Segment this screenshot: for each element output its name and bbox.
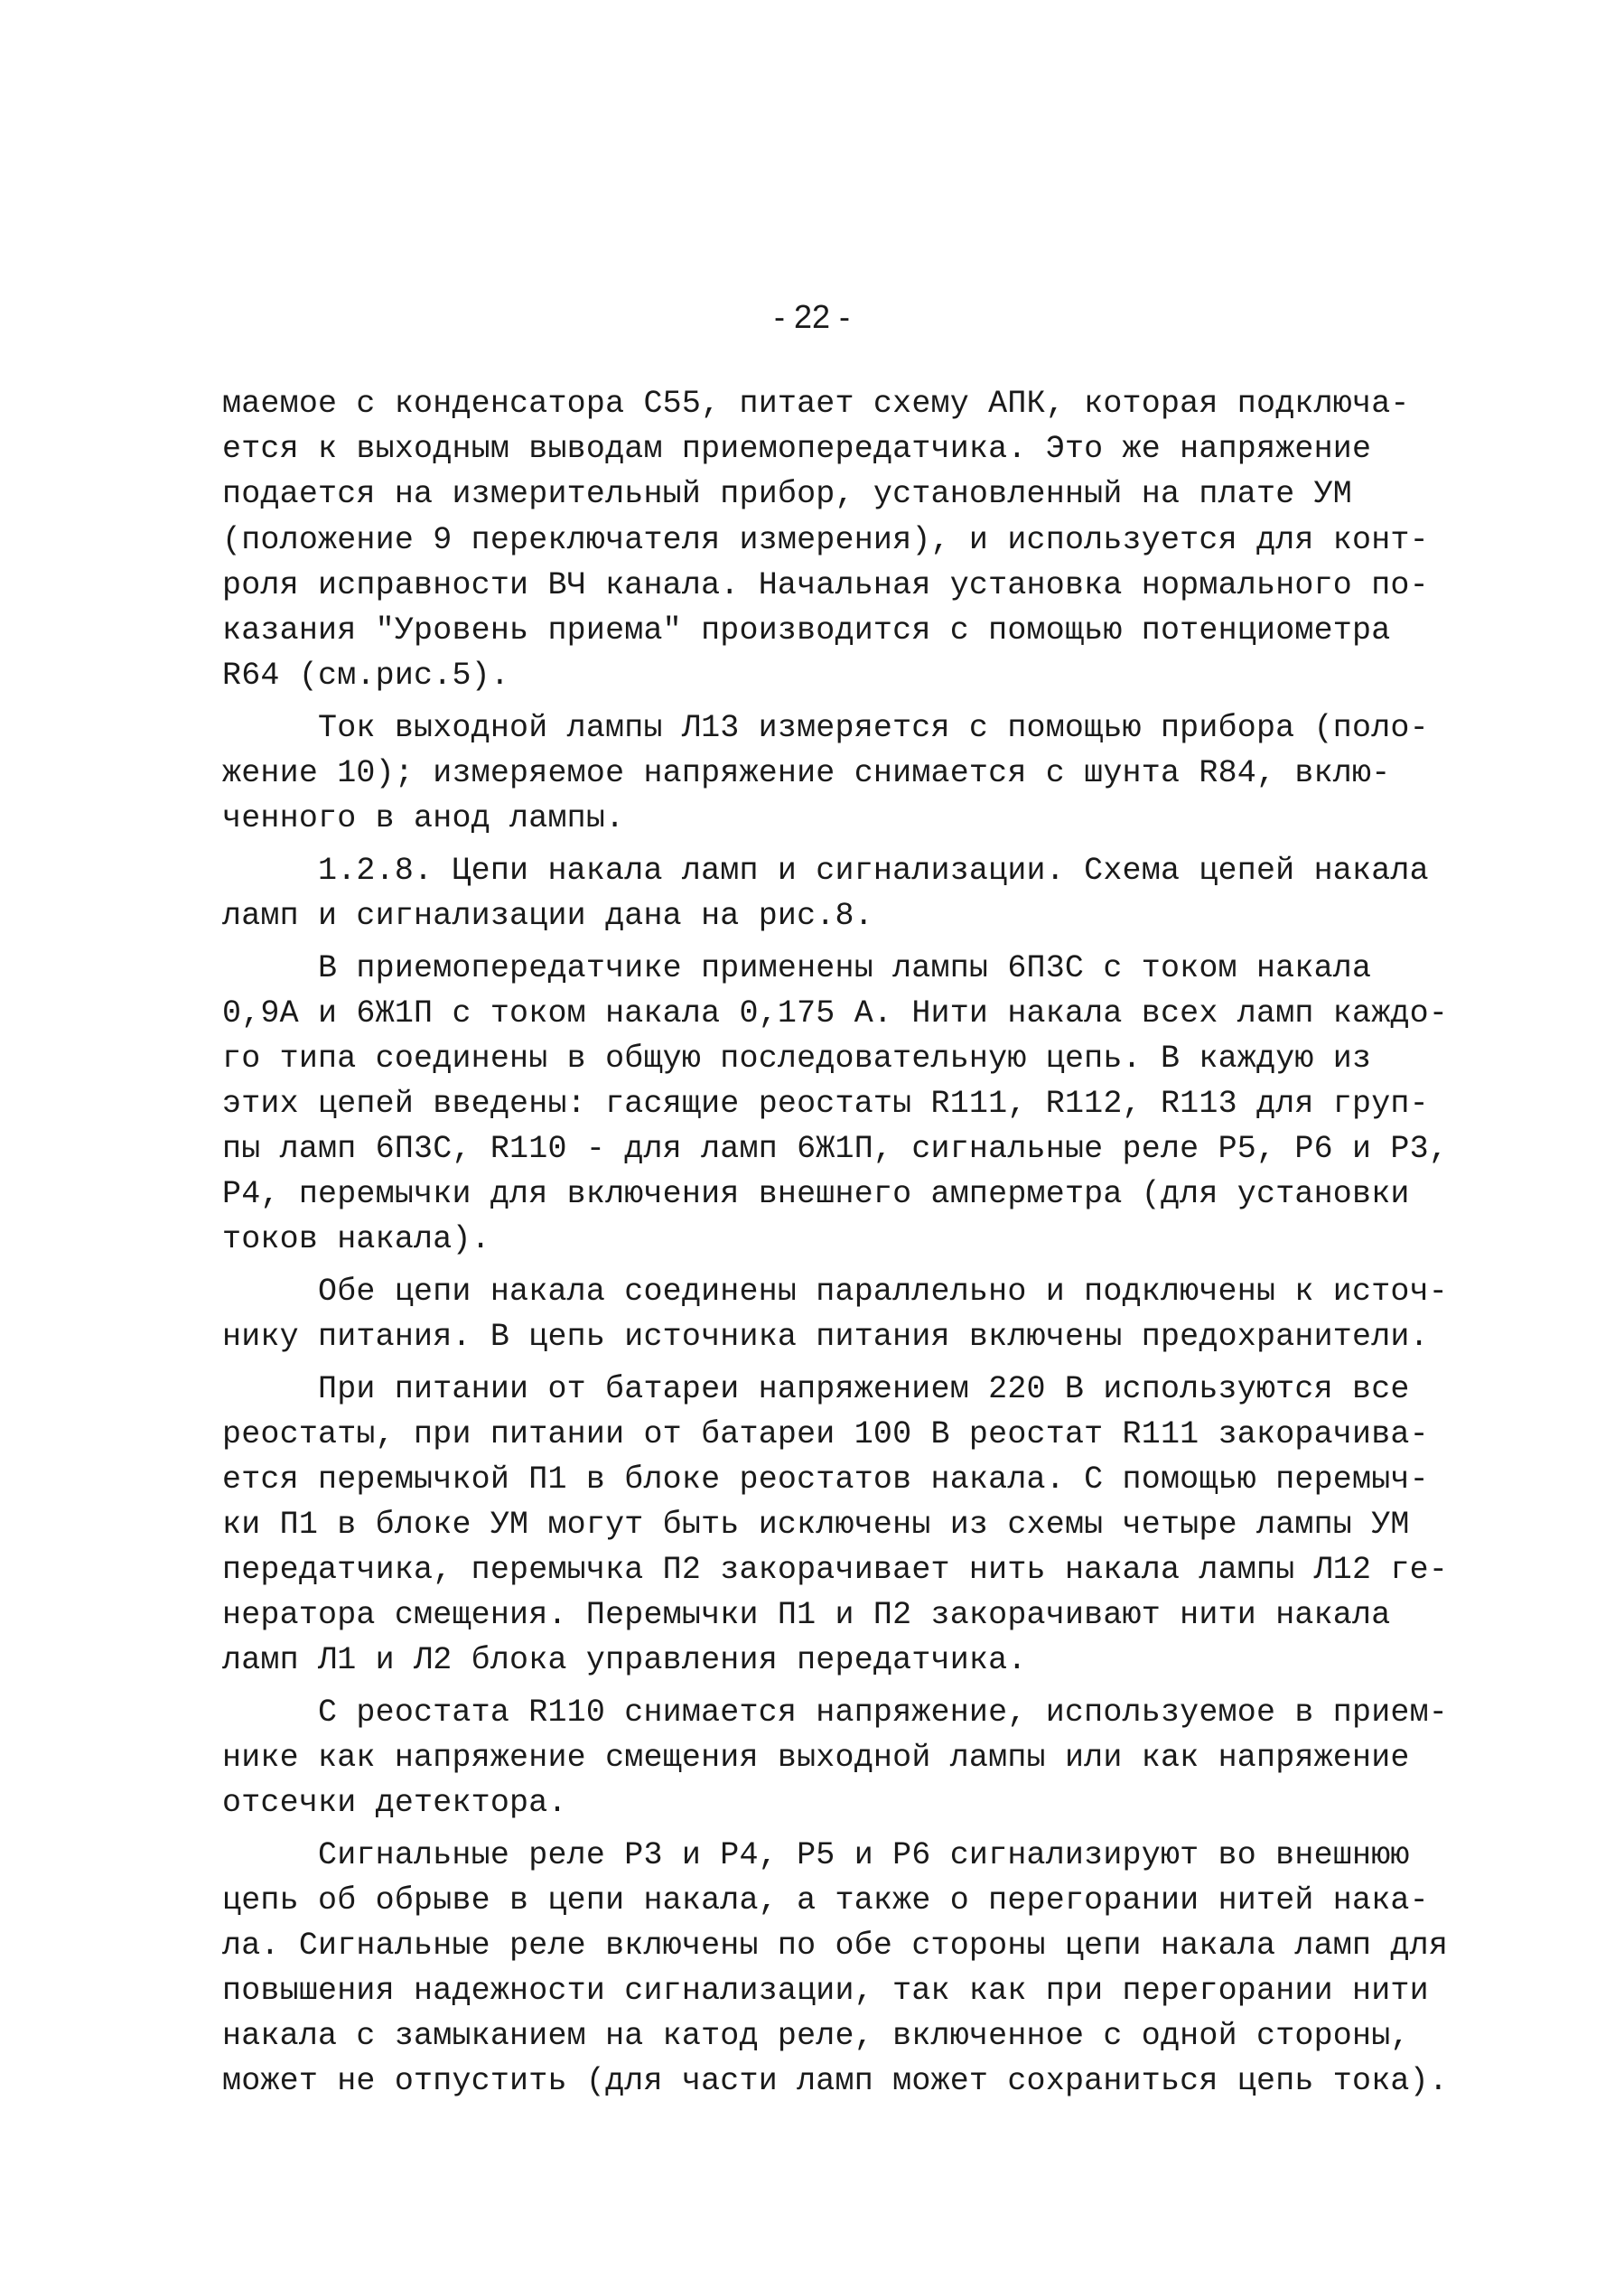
text-line: цепь об обрыве в цепи накала, а также о перегорании нитей нака-	[222, 1882, 1429, 1919]
text-line: ки П1 в блоке УМ могут быть исключены из схемы четыре лампы УМ	[222, 1507, 1410, 1543]
text-line: R64 (см.рис.5).	[222, 658, 510, 694]
text-line: отсечки детектора.	[222, 1785, 567, 1821]
text-line: При питании от батареи напряжением 220 В используются все	[318, 1371, 1410, 1407]
text-line: 0,9А и 6Ж1П с током накала 0,175 А. Нити накала всех ламп каждо-	[222, 995, 1449, 1032]
text-line: ламп Л1 и Л2 блока управления передатчика.	[222, 1642, 1027, 1678]
text-line: 1.2.8. Цепи накала ламп и сигнализации. Схема цепей накала	[318, 853, 1429, 889]
text-line: маемое с конденсатора С55, питает схему АПК, которая подключа-	[222, 386, 1410, 422]
text-line: роля исправности ВЧ канала. Начальная установка нормального по-	[222, 567, 1429, 603]
text-line: реостаты, при питании от батареи 100 В реостат R111 закорачива-	[222, 1416, 1429, 1452]
text-line: нике как напряжение смещения выходной лампы или как напряжение	[222, 1740, 1410, 1776]
text-line: этих цепей введены: гасящие реостаты R111, R112, R113 для груп-	[222, 1086, 1429, 1122]
text-line: ется к выходным выводам приемопередатчика. Это же напряжение	[222, 431, 1372, 467]
text-line: передатчика, перемычка П2 закорачивает нить накала лампы Л12 ге-	[222, 1552, 1449, 1588]
page-number: - 22 -	[773, 298, 851, 335]
text-line: нику питания. В цепь источника питания включены предохранители.	[222, 1319, 1429, 1355]
text-line: нератора смещения. Перемычки П1 и П2 закорачивают нити накала	[222, 1597, 1391, 1633]
text-line: подается на измерительный прибор, установленный на плате УМ	[222, 476, 1353, 512]
text-line: токов накала).	[222, 1221, 490, 1257]
text-line: Р4, перемычки для включения внешнего амперметра (для установки	[222, 1176, 1410, 1212]
text-line: может не отпустить (для части ламп может сохраниться цепь тока).	[222, 2063, 1449, 2099]
text-line: жение 10); измеряемое напряжение снимается с шунта R84, вклю-	[222, 755, 1391, 791]
text-line: накала с замыканием на катод реле, включенное с одной стороны,	[222, 2018, 1410, 2054]
text-line: Сигнальные реле Р3 и Р4, Р5 и Р6 сигнализируют во внешнюю	[318, 1837, 1410, 1873]
text-line: го типа соединены в общую последовательную цепь. В каждую из	[222, 1041, 1372, 1077]
text-line: (положение 9 переключателя измерения), и используется для конт-	[222, 522, 1429, 558]
text-line: В приемопередатчике применены лампы 6П3С с током накала	[318, 950, 1372, 986]
text-line: Обе цепи накала соединены параллельно и подключены к источ-	[318, 1274, 1449, 1310]
text-line: ется перемычкой П1 в блоке реостатов накала. С помощью перемыч-	[222, 1461, 1429, 1498]
text-line: С реостата R110 снимается напряжение, используемое в прием-	[318, 1694, 1449, 1731]
text-line: пы ламп 6П3С, R110 - для ламп 6Ж1П, сигнальные реле Р5, Р6 и Р3,	[222, 1131, 1449, 1167]
text-line: ламп и сигнализации дана на рис.8.	[222, 898, 873, 934]
text-line: ченного в анод лампы.	[222, 800, 625, 836]
text-line: Ток выходной лампы Л13 измеряется с помощью прибора (поло-	[318, 710, 1429, 746]
text-line: повышения надежности сигнализации, так как при перегорании нити	[222, 1973, 1429, 2009]
text-line: ла. Сигнальные реле включены по обе стороны цепи накала ламп для	[222, 1928, 1449, 1964]
text-line: казания "Уровень приема" производится с помощью потенциометра	[222, 612, 1391, 649]
